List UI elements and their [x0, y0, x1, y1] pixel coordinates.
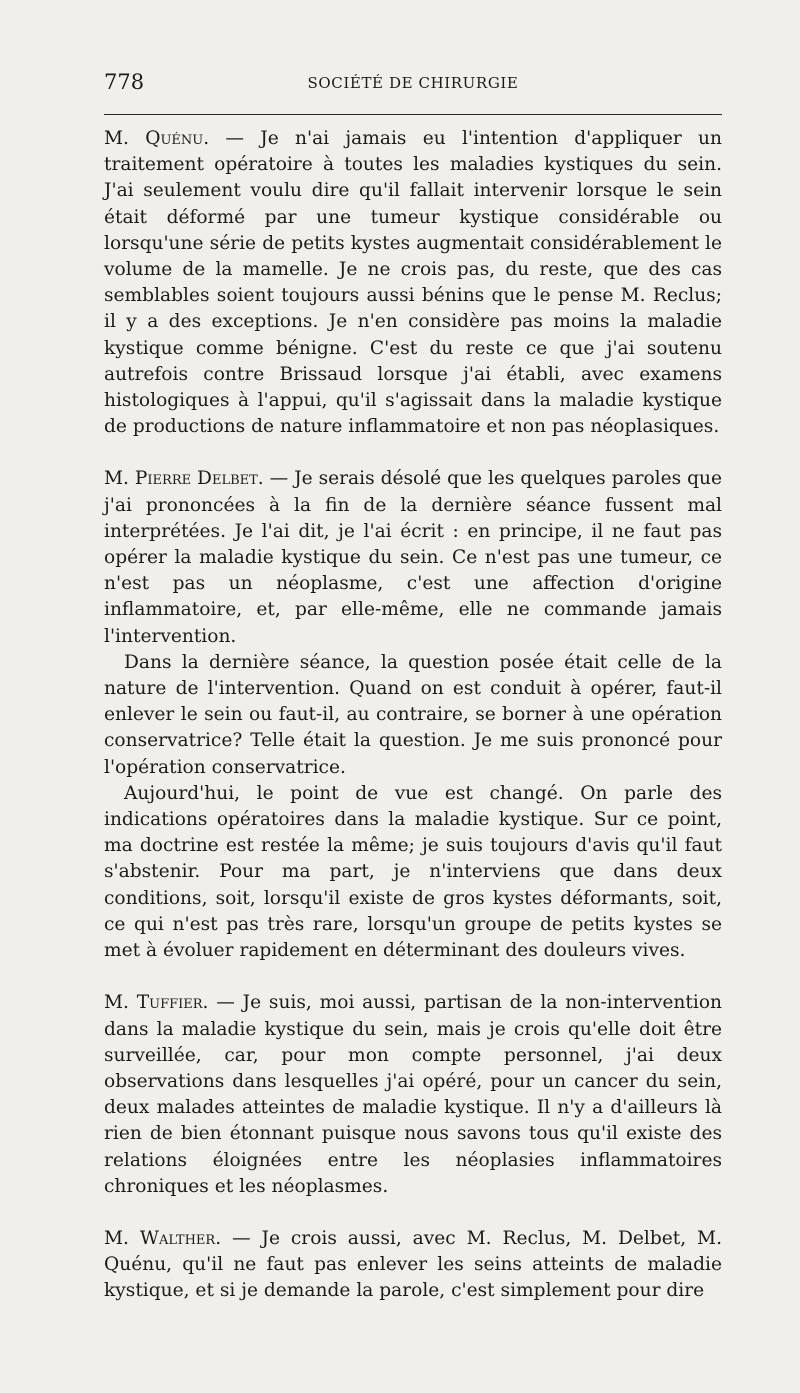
paragraph-delbet-2	[104, 650, 722, 781]
speaker-name: M. Pierre Delbet.	[104, 468, 264, 490]
paragraph-tuffier	[104, 990, 722, 1200]
header-rule	[104, 114, 722, 115]
page-number: 778	[104, 70, 145, 94]
speaker-name: M. Quénu.	[104, 128, 210, 149]
speaker-name: M. Walther.	[104, 1227, 222, 1249]
paragraph-text: Aujourd'hui, le point de vue est changé. On parle des indications opératoires dans la maladie kystique. Sur ce point, ma doctrine est restée la même; je suis toujours d'avis qu'il faut s'abstenir. Pour ma part, je n'interviens que dans deux conditions, soit, lorsqu'il existe de gros kystes déformants, soit, ce qui n'est pas très rare, lorsqu'un groupe de petits kystes se met à évoluer rapidement en déterminant des douleurs vives.	[104, 782, 722, 962]
paragraph-delbet	[104, 466, 722, 649]
body-text	[104, 126, 722, 1305]
speaker-name: M. Tuffier.	[104, 992, 209, 1014]
paragraph-delbet-3	[104, 781, 722, 964]
paragraph-text: — Je suis, moi aussi, partisan de la non-intervention dans la maladie kystique du sein, mais je crois qu'elle doit être surveillée, car, pour mon compte personnel, j'ai deux observations dans lesquelles j'ai opéré, pour un cancer du sein, deux malades atteintes de maladie kystique. Il n'y a d'ailleurs là rien de bien étonnant puisque nous savons tous qu'il existe des relations éloignées entre les néoplasies inflammatoires chroniques et les néoplasmes.	[104, 992, 722, 1197]
page-header	[104, 70, 722, 100]
paragraph-text: Dans la dernière séance, la question posée était celle de la nature de l'intervention. Quand on est conduit à opérer, faut-il enlever le sein ou faut-il, au contraire, se borner à une opération conservatrice? Telle était la question. Je me suis prononcé pour l'opération conservatrice.	[104, 651, 722, 778]
paragraph-walther	[104, 1226, 722, 1305]
paragraph-text: — Je serais désolé que les quelques paroles que j'ai prononcées à la fin de la dernière séance fussent mal interprétées. Je l'ai dit, je l'ai écrit : en principe, il ne faut pas opérer la maladie kystique du sein. Ce n'est pas une tumeur, ce n'est pas un néoplasme, c'est une affection d'origine inflammatoire, et, par elle-même, elle ne commande jamais l'intervention.	[104, 468, 722, 647]
paragraph-text: — Je n'ai jamais eu l'intention d'appliquer un traitement opératoire à toutes les maladies kystiques du sein. J'ai seulement voulu dire qu'il fallait intervenir lorsque le sein était déformé par une tumeur kystique considérable ou lorsqu'une série de petits kystes augmentait considérablement le volume de la mamelle. Je ne crois pas, du reste, que des cas semblables soient toujours aussi bénins que le pense M. Reclus; il y a des exceptions. Je n'en considère pas moins la maladie kystique comme bénigne. C'est du reste ce que j'ai soutenu autrefois contre Brissaud lorsque j'ai établi, avec examens histologiques à l'appui, qu'il s'agissait dans la maladie kystique de productions de nature inflammatoire et non pas néoplasiques.	[104, 128, 723, 438]
paragraph-quenu	[104, 126, 722, 440]
paragraph-text: — Je crois aussi, avec M. Reclus, M. Delbet, M. Quénu, qu'il ne faut pas enlever les seins atteints de maladie kystique, et si je demande la parole, c'est simplement pour dire	[104, 1227, 722, 1302]
running-title: SOCIÉTÉ DE CHIRURGIE	[307, 74, 519, 92]
